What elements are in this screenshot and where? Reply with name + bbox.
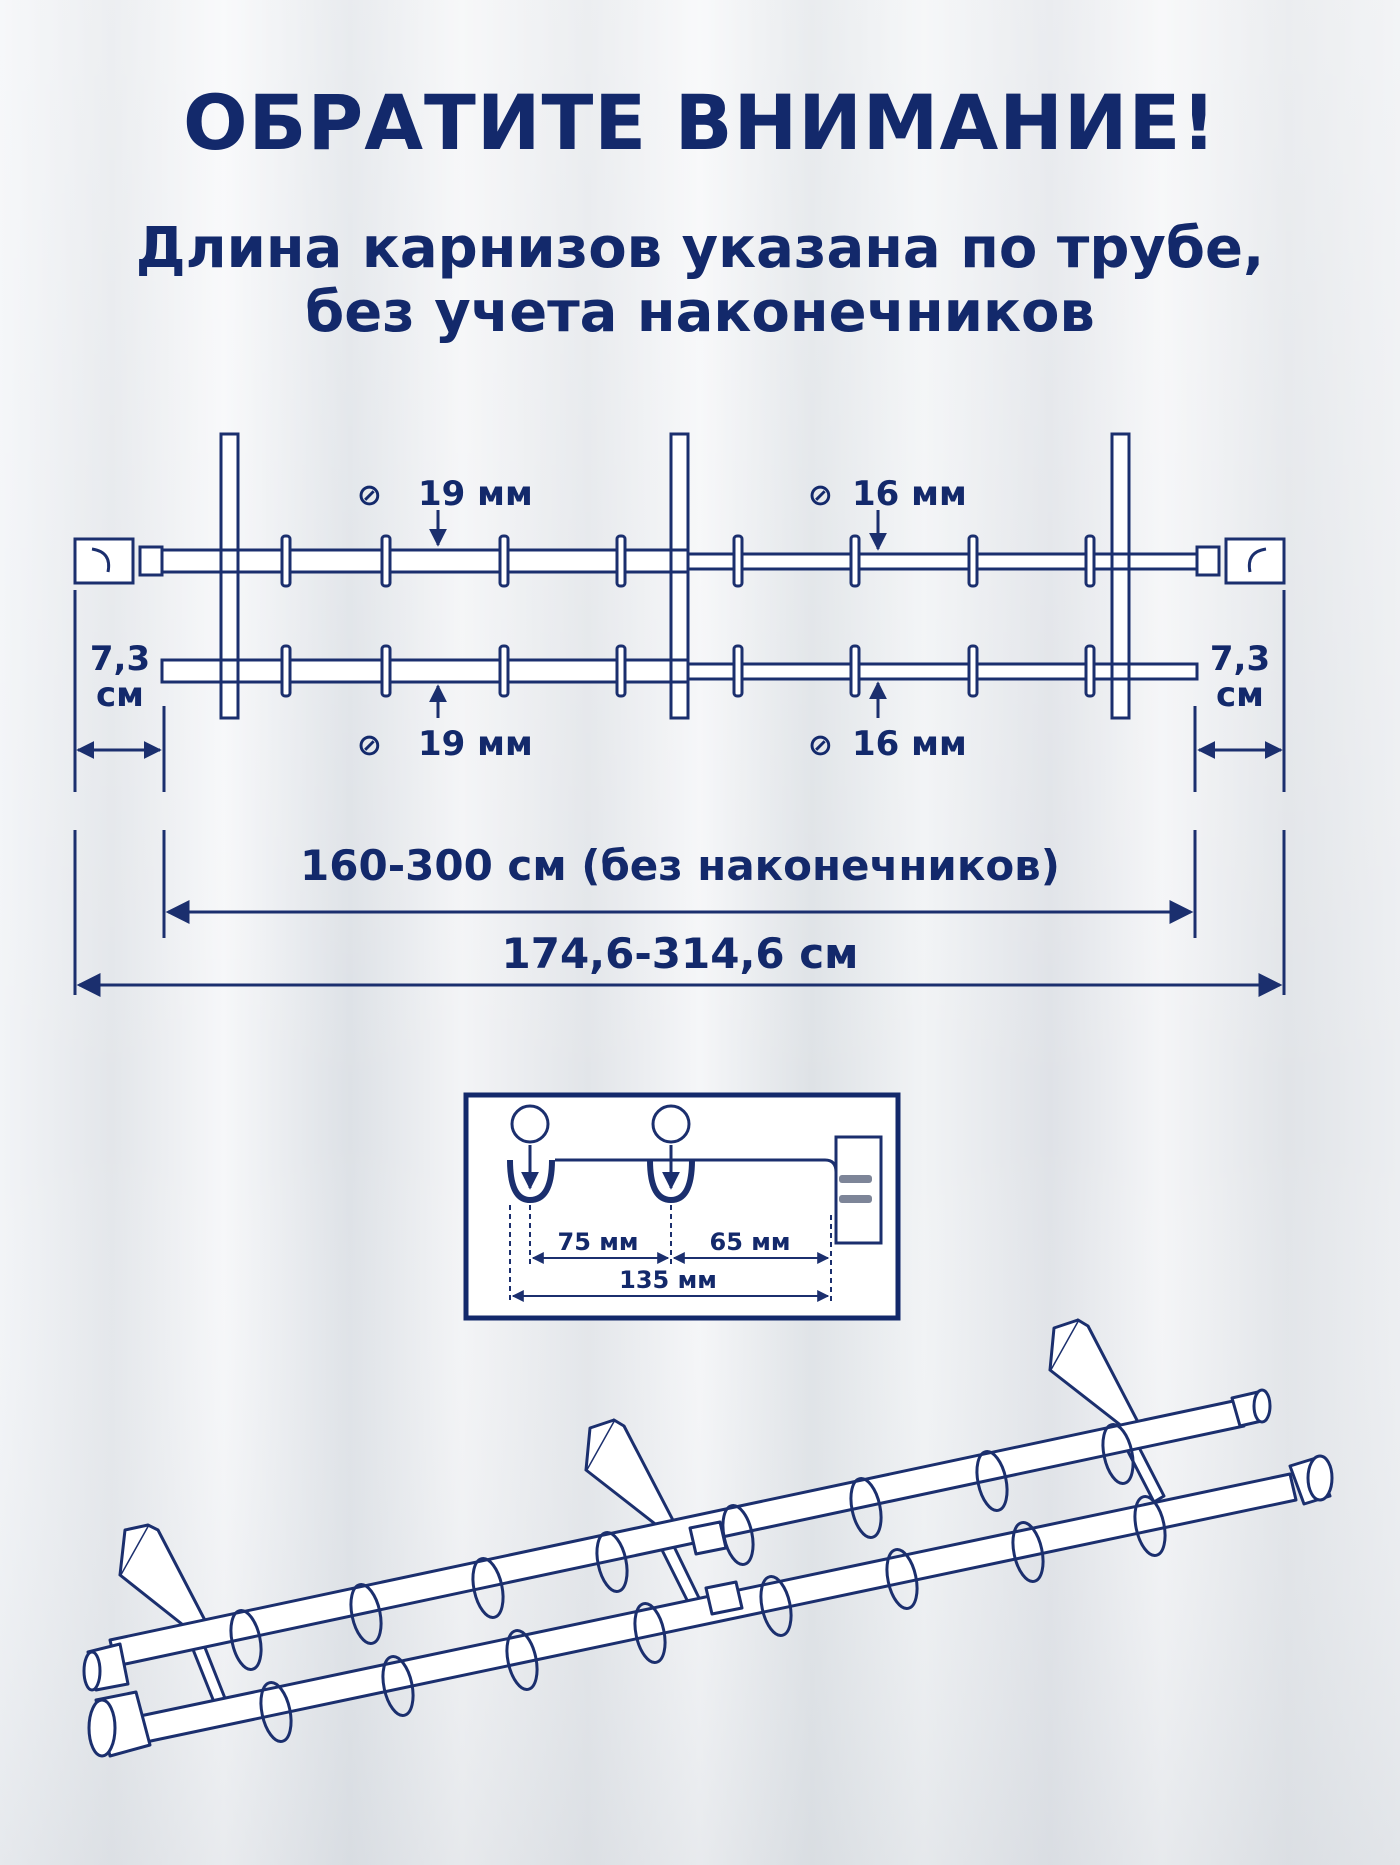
finial-right — [1197, 539, 1284, 583]
left-finial-value: 7,3 — [89, 639, 151, 679]
lower-right-diameter: 16 мм — [852, 724, 967, 764]
rod-front-circle — [512, 1106, 548, 1142]
finial-left — [75, 539, 162, 583]
gap-rear-label: 65 мм — [709, 1228, 791, 1256]
right-finial-unit: см — [1216, 675, 1264, 715]
diameter-symbol: ⊘ — [356, 728, 382, 763]
upper-right-diameter: 16 мм — [852, 474, 967, 514]
wall-bracket-right — [1050, 1320, 1164, 1502]
diameter-symbol: ⊘ — [807, 728, 833, 763]
diameter-labels — [357, 474, 967, 764]
wall-plate — [836, 1137, 881, 1243]
page-headline: ОБРАТИТЕ ВНИМАНИЕ! — [182, 78, 1218, 167]
total-depth-label: 135 мм — [619, 1266, 717, 1294]
total-length-label: 174,6-314,6 см — [501, 929, 859, 978]
diameter-symbol: ⊘ — [807, 478, 833, 513]
gap-front-label: 75 мм — [557, 1228, 639, 1256]
subtitle-line-1: Длина карнизов указана по трубе, — [135, 216, 1265, 281]
upper-rod-thick — [162, 550, 685, 572]
lower-left-diameter: 19 мм — [418, 724, 533, 764]
rod-perspective-illustration — [84, 1320, 1332, 1756]
right-finial-value: 7,3 — [1209, 639, 1271, 679]
subtitle-line-2: без учета наконечников — [305, 280, 1095, 345]
upper-left-diameter: 19 мм — [418, 474, 533, 514]
lower-rod-thick — [162, 660, 685, 682]
diameter-symbol: ⊘ — [356, 478, 382, 513]
left-finial-unit: см — [96, 675, 144, 715]
rod-rear-circle — [653, 1106, 689, 1142]
rod-front-view — [75, 434, 1284, 718]
rod-length-label: 160-300 см (без наконечников) — [300, 841, 1060, 890]
